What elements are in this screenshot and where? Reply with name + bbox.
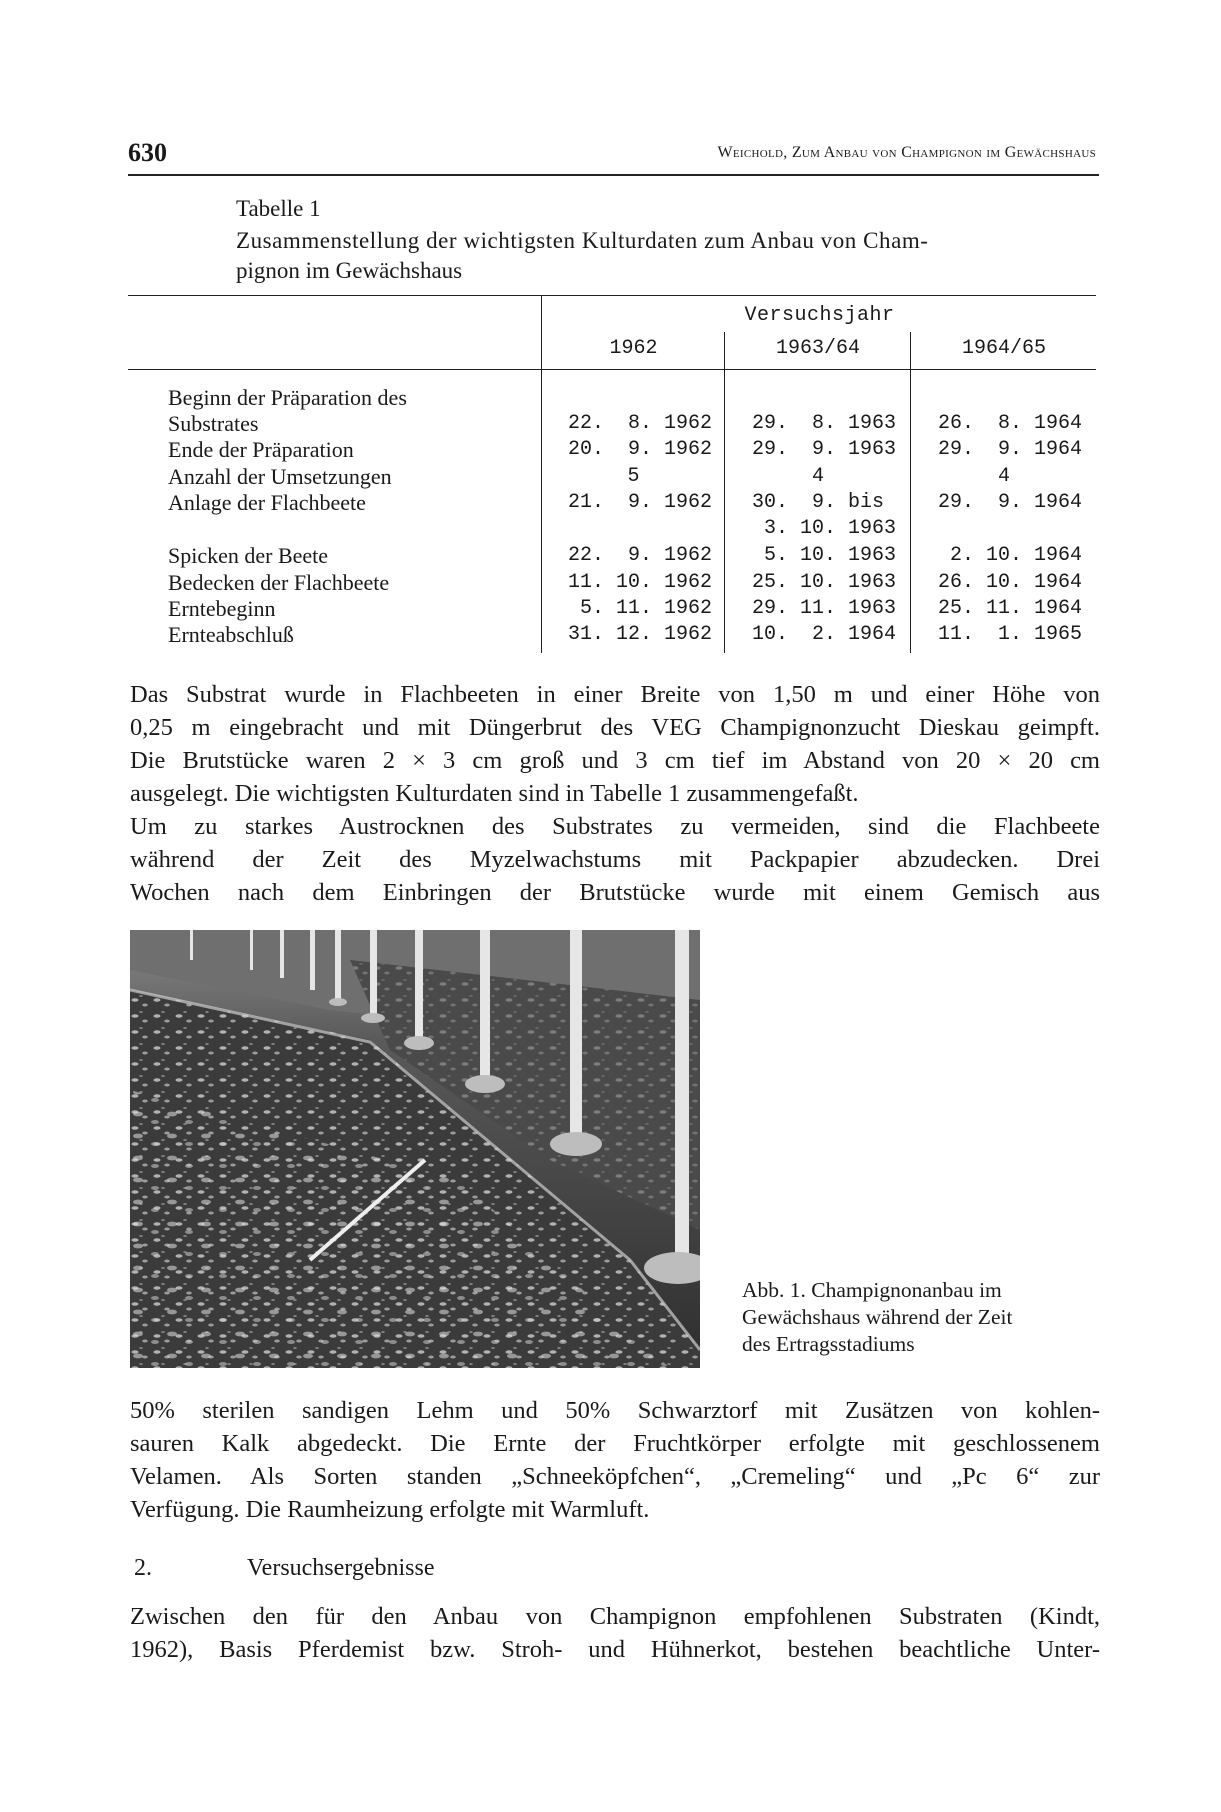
table-cell: 26. 8. 1964 bbox=[938, 412, 1083, 435]
table-cell: 29. 8. 1963 bbox=[752, 412, 897, 435]
table-cell: 22. 9. 1962 bbox=[568, 544, 713, 567]
table-top-rule bbox=[128, 295, 1096, 296]
text-line: Die Brutstücke waren 2 × 3 cm groß und 3 cm tief im Abstand von 20 × 20 cm bbox=[130, 747, 1100, 774]
table-cell: 25. 10. 1963 bbox=[752, 571, 897, 594]
column-header-1964-65: 1964/65 bbox=[961, 337, 1046, 360]
text-line: 0,25 m eingebracht und mit Düngerbrut des VEG Champignonzucht Dieskau geimpft. bbox=[130, 714, 1100, 741]
text-line: ausgelegt. Die wichtigsten Kulturdaten sind in Tabelle 1 zusammengefaßt. bbox=[130, 780, 859, 807]
text-line: 1962), Basis Pferdemist bzw. Stroh- und Hühnerkot, bestehen beachtliche Unter- bbox=[130, 1636, 1100, 1663]
row-label: Anzahl der Umsetzungen bbox=[168, 464, 392, 489]
column-divider bbox=[724, 332, 725, 653]
body-paragraph bbox=[130, 678, 1100, 909]
row-label: Spicken der Beete bbox=[168, 543, 329, 568]
running-header bbox=[717, 144, 1096, 162]
header-rule bbox=[128, 174, 1099, 176]
body-paragraph bbox=[130, 1600, 1100, 1666]
table-cell: 26. 10. 1964 bbox=[938, 571, 1083, 594]
row-label: Anlage der Flachbeete bbox=[168, 490, 366, 515]
column-divider bbox=[541, 295, 542, 653]
caption-line: Abb. 1. Champignonanbau im bbox=[742, 1278, 1002, 1302]
text-line: Um zu starkes Austrocknen des Substrates zu vermeiden, sind die Flachbeete bbox=[130, 813, 1100, 840]
table-cell: 5. 11. 1962 bbox=[580, 597, 713, 620]
row-label: Ende der Präparation bbox=[168, 437, 354, 462]
greenhouse-photo bbox=[130, 930, 700, 1368]
running-title: Weichold, Zum Anbau von Champignon im Gewächshaus bbox=[717, 144, 1096, 161]
row-label: Erntebeginn bbox=[168, 596, 276, 621]
table-cell: 2. 10. 1964 bbox=[950, 544, 1083, 567]
table-cell: 4 bbox=[997, 465, 1010, 488]
text-line: Das Substrat wurde in Flachbeeten in einer Breite von 1,50 m und einer Höhe von bbox=[130, 681, 1100, 708]
section-number: 2. bbox=[134, 1555, 152, 1581]
table-cell: 5 bbox=[627, 465, 640, 488]
page-number: 630 bbox=[128, 138, 167, 167]
culture-data-table bbox=[128, 295, 1096, 653]
table-cell: 22. 8. 1962 bbox=[568, 412, 713, 435]
table-cell: 4 bbox=[811, 465, 824, 488]
text-line: Zwischen den für den Anbau von Champignon empfohlenen Substraten (Kindt, bbox=[130, 1603, 1100, 1630]
section-heading bbox=[134, 1555, 435, 1582]
group-header: Versuchsjahr bbox=[744, 304, 895, 327]
table-title-line-1: Zusammenstellung der wichtigsten Kulturdaten zum Anbau von Cham- bbox=[236, 228, 929, 253]
body-paragraph bbox=[130, 1394, 1100, 1526]
caption-line: Gewächshaus während der Zeit bbox=[742, 1305, 1013, 1329]
text-line: 50% sterilen sandigen Lehm und 50% Schwarztorf mit Zusätzen von kohlen- bbox=[130, 1397, 1100, 1424]
table-cell: 11. 1. 1965 bbox=[938, 623, 1083, 646]
figure-caption bbox=[742, 1277, 1102, 1358]
text-line: Velamen. Als Sorten standen „Schneeköpfchen“, „Cremeling“ und „Pc 6“ zur bbox=[130, 1463, 1100, 1490]
column-divider bbox=[910, 332, 911, 653]
table-cell: 25. 11. 1964 bbox=[938, 597, 1083, 620]
table-cell: 21. 9. 1962 bbox=[568, 491, 713, 514]
row-label: Substrates bbox=[168, 411, 259, 436]
greenhouse-photo-image bbox=[130, 930, 700, 1368]
table-cell: 3. 10. 1963 bbox=[764, 517, 897, 540]
table-cell: 29. 11. 1963 bbox=[752, 597, 897, 620]
table-cell: 29. 9. 1963 bbox=[752, 438, 897, 461]
text-line: Wochen nach dem Einbringen der Brutstücke wurde mit einem Gemisch aus bbox=[130, 879, 1100, 906]
table-title-line-2: pignon im Gewächshaus bbox=[236, 258, 463, 283]
table-cell: 20. 9. 1962 bbox=[568, 438, 713, 461]
table-header-rule bbox=[128, 369, 1096, 370]
column-header-1963-64: 1963/64 bbox=[775, 337, 860, 360]
table-cell: 10. 2. 1964 bbox=[752, 623, 897, 646]
table-cell: 29. 9. 1964 bbox=[938, 491, 1083, 514]
table-cell: 31. 12. 1962 bbox=[568, 623, 713, 646]
section-title: Versuchsergebnisse bbox=[247, 1555, 435, 1581]
text-line: während der Zeit des Myzelwachstums mit Packpapier abzudecken. Drei bbox=[130, 846, 1100, 873]
table-cell: 29. 9. 1964 bbox=[938, 438, 1083, 461]
caption-line: des Ertragsstadiums bbox=[742, 1332, 915, 1356]
text-line: sauren Kalk abgedeckt. Die Ernte der Fruchtkörper erfolgte mit geschlossenem bbox=[130, 1430, 1100, 1457]
table-cell: 30. 9. bis bbox=[752, 491, 885, 514]
column-header-1962: 1962 bbox=[609, 337, 658, 360]
row-label: Bedecken der Flachbeete bbox=[168, 570, 390, 595]
table-label: Tabelle 1 bbox=[236, 196, 321, 221]
text-line: Verfügung. Die Raumheizung erfolgte mit Warmluft. bbox=[130, 1496, 650, 1523]
row-label: Beginn der Präparation des bbox=[168, 385, 407, 410]
row-label: Ernteabschluß bbox=[168, 622, 294, 647]
table-cell: 5. 10. 1963 bbox=[764, 544, 897, 567]
table-cell: 11. 10. 1962 bbox=[568, 571, 713, 594]
